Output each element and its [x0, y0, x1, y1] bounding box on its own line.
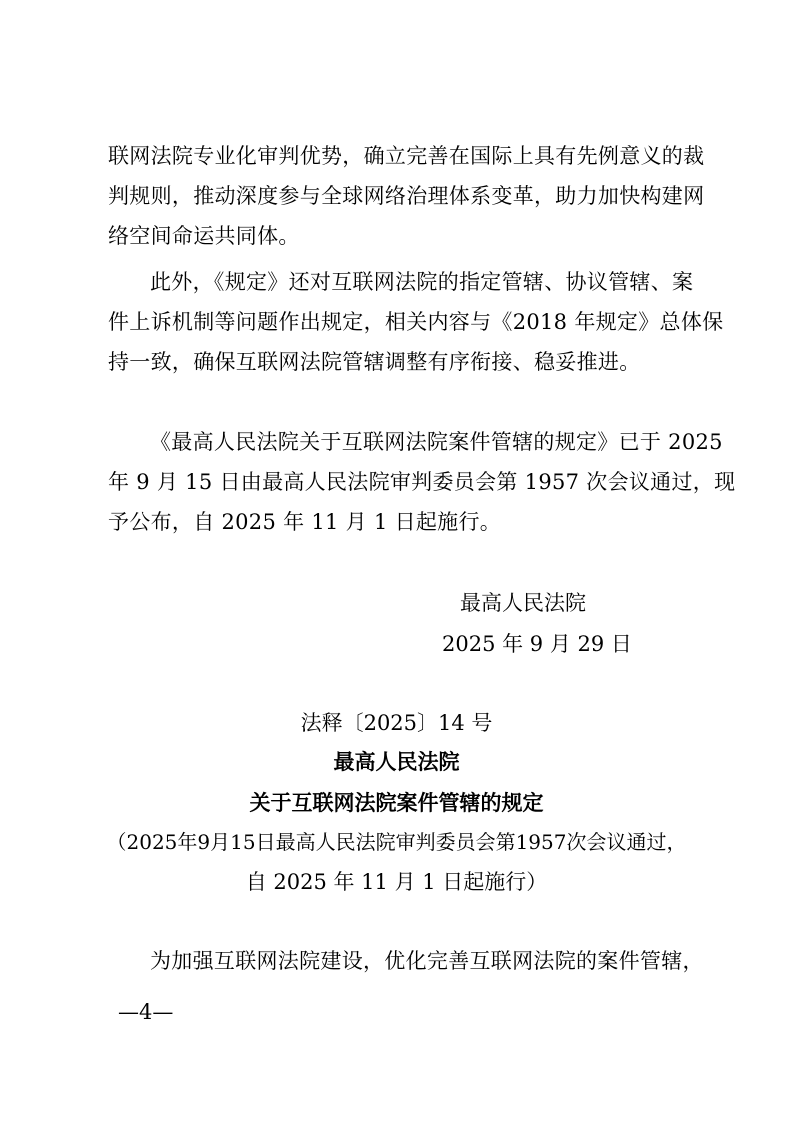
paragraph-line: 为加强互联网法院建设，优化完善互联网法院的案件管辖， [150, 949, 704, 973]
paragraph-line: 予公布，自 2025 年 11 月 1 日起施行。 [108, 510, 502, 534]
paragraph-line: 持一致，确保互联网法院管辖调整有序衔接、稳妥推进。 [108, 350, 641, 374]
regulation-body-paragraph [108, 941, 704, 981]
regulation-title-line-2: 关于互联网法院案件管辖的规定 [249, 791, 544, 815]
regulation-title-line-1: 最高人民法院 [333, 750, 460, 774]
document-number: 法释〔2025〕14 号 [300, 711, 493, 735]
paragraph-line: 年 9 月 15 日由最高人民法院审判委员会第 1957 次会议通过，现 [108, 470, 736, 494]
adoption-note-line-2: 自 2025 年 11 月 1 日起施行） [245, 870, 548, 894]
adoption-note-line-1: （2025年9月15日最高人民法院审判委员会第1957次会议通过， [106, 830, 687, 854]
paragraph-line: 络空间命运共同体。 [108, 224, 300, 248]
body-paragraph-continuation [108, 136, 705, 256]
page-number: —4— [118, 1000, 174, 1024]
paragraph-line: 此外，《规定》还对互联网法院的指定管辖、协议管辖、案 [150, 270, 694, 294]
paragraph-line: 判规则，推动深度参与全球网络治理体系变革，助力加快构建网 [108, 184, 705, 208]
paragraph-line: 《最高人民法院关于互联网法院案件管辖的规定》已于 2025 [150, 430, 723, 454]
paragraph-line: 件上诉机制等问题作出规定，相关内容与《2018 年规定》总体保 [108, 310, 724, 334]
signature-organization: 最高人民法院 [460, 591, 586, 615]
paragraph-line: 联网法院专业化审判优势，确立完善在国际上具有先例意义的裁 [108, 144, 705, 168]
body-paragraph-additional-provisions [108, 262, 724, 382]
signature-date: 2025 年 9 月 29 日 [442, 632, 632, 656]
announcement-paragraph [108, 422, 736, 542]
